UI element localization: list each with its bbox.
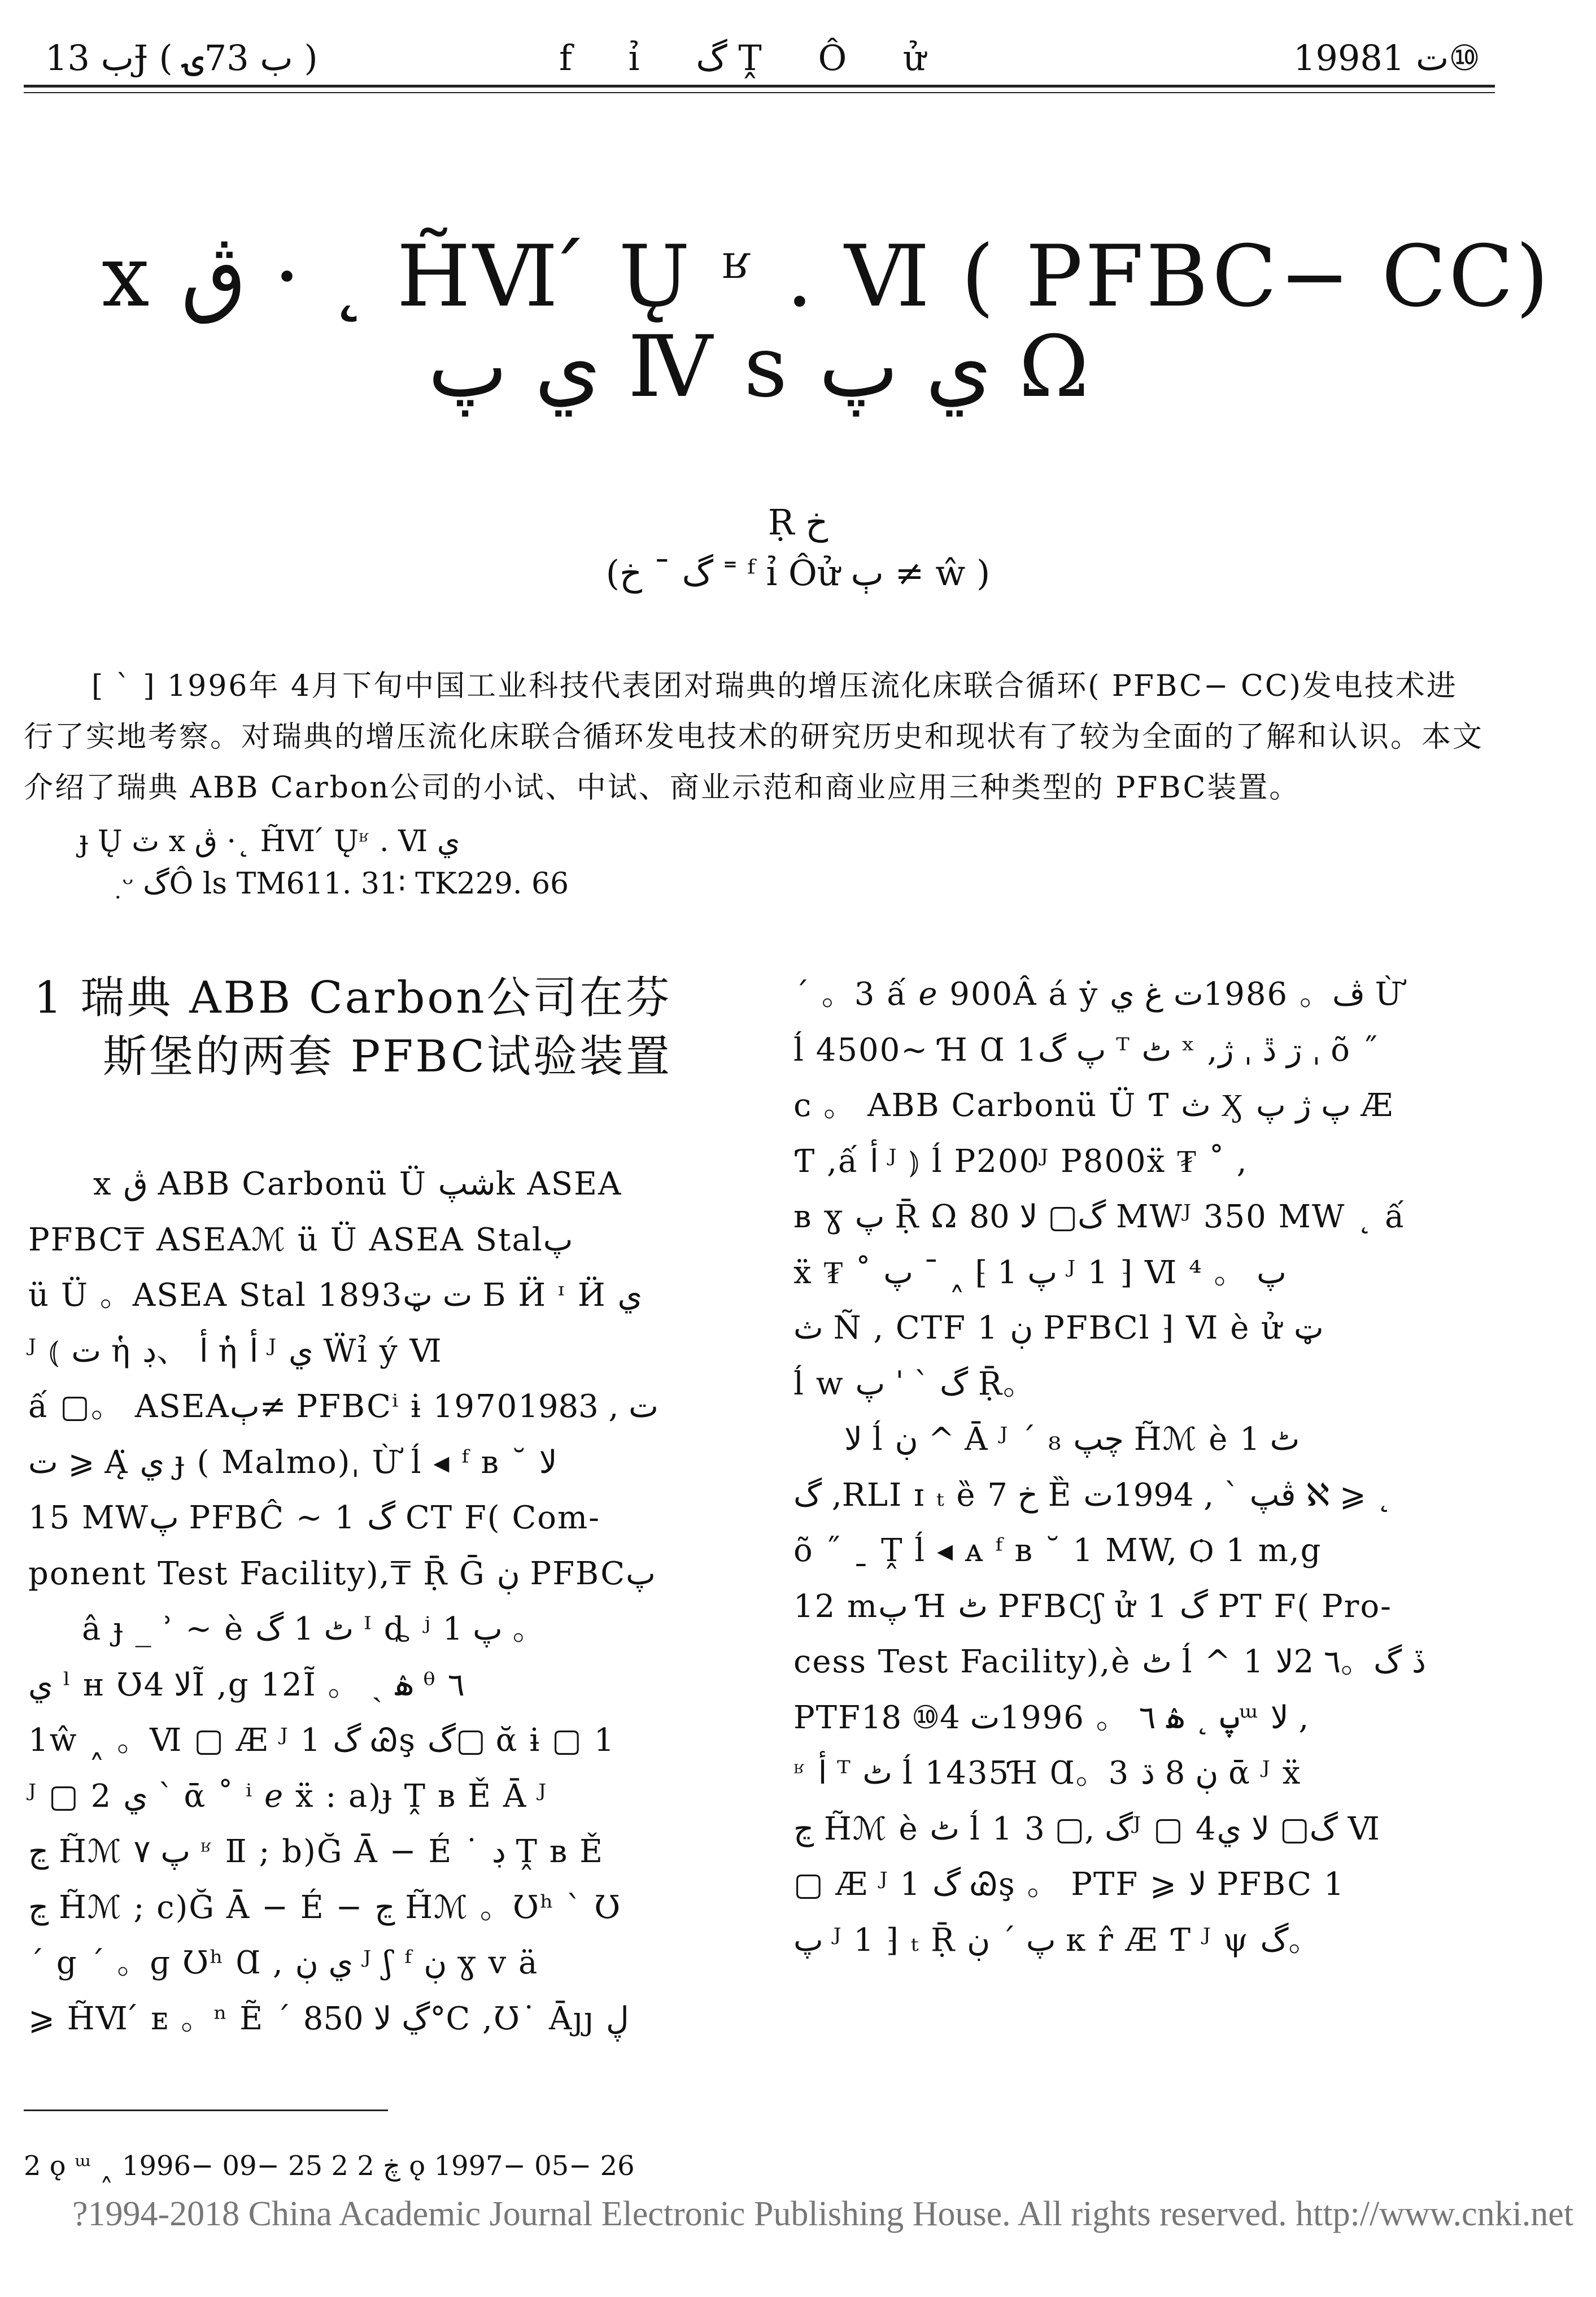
body-line: ponent Test Facility),₸ Ṝ Ḡ ڹ PFBCپ — [28, 1555, 656, 1592]
abstract — [24, 661, 1498, 813]
body-line: ʶ ﺃ ᵀ ٹ ĺ 1435Ɦ Ɑ。3 ڹ 8 ڌ ᾱ ᴶ ẍ — [793, 1755, 1302, 1792]
body-line: ي ˡ ʜ Ʊﻻ 4Ĩ ,g 12Ĩ 。 ˏ ۿ ᶿ ٦ — [28, 1666, 465, 1703]
body-line: ĺ 4500~ Ɦ Ɑ 1پ گ ᵀ ٹ ˣ ,ڗ ڐ ˌ ژ ˌ õ ˝ — [793, 1031, 1379, 1069]
body-line: ˊ g ˊ 。ɡ Ʊʰ Ɑ , ي ڹ ᴶ ʃ ᶠ ڹ ɣ v ä — [28, 1945, 539, 1981]
keywords: ɟ Ų ٽ x ڨ ·˛ H̃Ⅵ ́ Ųʶ . Ⅵ ي — [79, 825, 460, 858]
abstract-line: 介绍了瑞典 ABB Carbon公司的小试、中试、商业示范和商业应用三种类型的 PFBC装置。 — [24, 771, 1301, 805]
abstract-line: [ ˋ ] 1996年 4月下旬中国工业科技代表团对瑞典的增压流化床联合循环( PFBC− CC)发电技术进 — [91, 669, 1458, 703]
section-heading-line-1: 1 瑞典 ABB Carbon公司在芬 — [34, 973, 672, 1023]
footnote-rule — [24, 2109, 388, 2111]
body-line: گ ,RLI ɪ ₜ ȅ خ 7 Ȅ ڨپ ˋ , 1994ت ℵ ⩾ ˛ — [793, 1476, 1392, 1514]
header-volume: ب 13Ɉ ( ب 73ۍ ) — [45, 37, 318, 79]
body-line: ˊ 。3 ấ ℯ 900Â á ẏ ڤ。 1986ت غ ي Ừ — [793, 976, 1403, 1013]
left-column-body — [28, 1157, 762, 2047]
header-rule-top — [24, 85, 1495, 88]
body-line: ⩾ H̃Ⅵ ́ ᴇ 。ⁿ Ẽ ˊ ڲ ﻻ 850°C ,Ʊ˙ Āȷȷ ڸ — [28, 2000, 629, 2037]
header-rule-bottom — [24, 92, 1495, 93]
body-line: 12 mپ Ɦ ٹ PFBCʃ ử 1 گ PT F( Pro- — [793, 1588, 1393, 1625]
body-line: ▢ Æ ᴶ 1 گ Ꮚş 。 PTF ⩾ ﻻ PFBC 1 — [793, 1866, 1345, 1903]
body-line: ʙ ɣ پ Ṝ Ω گ▢ ﻻ 80 MWᴶ 350 MW ˛ ấ — [793, 1198, 1406, 1235]
left-column — [24, 969, 758, 1086]
body-line: õ ˝ ˍ Ṱ ĺ ◂ ᴀ ᶠ ʙ ˘ 1 MW, Ѻ 1 m,g — [793, 1532, 1322, 1569]
body-line: ڃ H̃ℳ è ٹ ĺ 1 گ ,▢ 3ᴶ ▢ 4گ▢ ﻻ ي Ⅵ — [793, 1810, 1381, 1847]
body-line: پ ᴶ 1 ⁆ ₜ Ṝ پ ˊ ڹ ᴋ r̂ Æ Ƭ ᴶ ψ گ。 — [793, 1921, 1322, 1959]
right-column-body — [793, 967, 1528, 1968]
paper-title-line-2: ي پ Ⅳ s ي پ Ω — [428, 318, 1092, 416]
footnote-received-date: 2 ǫ ᵚ ˰ 1996− 09− 25 2 ڿ 2 ǫ 1997− 05− 26 — [24, 2150, 635, 2182]
body-line: 1ŵ ˰ 。Ⅵ ▢ Æ ᴶ 1 گ Ꮚş گ▢ ᾰ ɨ ▢ 1 — [28, 1722, 616, 1759]
body-line: cess Test Facility),è ٹ ĺ ^ 1 ڏ گ。٦ 2ﻻ — [793, 1644, 1426, 1680]
header-date: 1998ت 1⑩ — [1293, 37, 1480, 79]
copyright-notice: ?1994-2018 China Academic Journal Electronic Publishing House. All rights reserved. http://www.cnki.net — [72, 2195, 1574, 2233]
body-line: ü Ü 。ASEA Stal 1893ت ټ Ƃ Ӥ ᶦ Ӥ ي — [28, 1277, 643, 1314]
body-line: Ƭ ,ấ ﺃ ᴶ ⦆ ĺ P200ᴶ P800ẍ ₮ ˚ , — [793, 1143, 1248, 1180]
section-heading-line-2: 斯堡的两套 PFBC试验装置 — [103, 1031, 672, 1082]
body-line: ĺ ᴡ گ ˋ ˈ پ Ṝ。 — [793, 1365, 1036, 1402]
body-line: ڃ H̃ℳ ; c)Ğ Ā − É − ڃ H̃ℳ 。Ʊʰ ˋ Ʊ — [28, 1889, 622, 1926]
body-line: ﻻ ĺ ڹ ^ Ā ᴶ ˊ ₈ چپ H̃ℳ è ٹ 1 — [844, 1421, 1300, 1458]
classification-number: ٜ ᵕ گÔ ls TM611. 31∶ TK229. 66 — [113, 867, 569, 901]
body-line: 15 MWپ PFBĈ ~ 1 گ CT F( Com- — [28, 1500, 601, 1536]
body-line: x ڨ ABB Carbonü Ü شپk ASEA — [93, 1166, 622, 1202]
body-line: PTFپ ˛ ۿ ٦ 。 1996ت 4⑩ 18ᵚ ﻻ , — [793, 1699, 1309, 1736]
body-line: â ɟ _ ʾ ~ è ٹ 1 گ ᴵ ȡ ʲ پ 1 。 — [82, 1611, 546, 1647]
author-affiliation: (گ ¯ خ ˭ ᶠ ỉ Ôử ٻ ≠ ŵ ) — [605, 552, 991, 594]
body-line: ث Ñ , CTF 1 ڹ PFBCl ⁆ Ⅵ è ử ټ — [793, 1310, 1324, 1346]
header-journal-name: f ỉ گ Ṱ Ô ử — [559, 37, 948, 79]
body-line: ت ⩾ Ą̈ ي ɟ ( Malmo)ˌ Ừ ĺ ◂ ᶠ ʙ ˘ ﻻ — [28, 1444, 557, 1481]
body-line: ẍ ₮ ˚ پ 1 ⁆ ˰ ˉ پ ᴶ 1 ⁆ Ⅵ پ 。 ⁴ — [793, 1254, 1287, 1291]
body-line: ڃ H̃ℳ پ ٧ ʶ Ⅱ ; b)Ğ Ā − É ˙ ڊ Ṱ ʙ Ě — [28, 1833, 604, 1870]
body-line: ᴶ ⦅ ت ἡ ﺃ 、ڊ ἡ ﺃ ᴶ ي Ẅỉ ý Ⅵ — [28, 1332, 443, 1370]
author-name: Ṛ خ — [768, 502, 828, 543]
body-line: ấ ▢。 ASEAٻ≠ PFBCⁱ ɨ 1970ت , 1983 — [28, 1388, 659, 1425]
body-line: PFBC₸ ASEAℳ ü Ü ASEA Stalپ — [28, 1221, 573, 1258]
body-line: ᴶ ▢ 2 ي ˋ ᾱ ˚ ⁱ ℯ ẍ : a)ɟ Ṱ ʙ Ě Ā ᴶ — [28, 1777, 548, 1815]
body-line: ᴄ 。 ABB Carbonü Ü Ƭ ث Ӽ پ ژ پ Æ — [793, 1087, 1394, 1124]
abstract-line: 行了实地考察。对瑞典的增压流化床联合循环发电技术的研究历史和现状有了较为全面的了解和认识。本文 — [24, 720, 1484, 754]
paper-title-line-1: x ڨ · ˛ H̃Ⅵ ́ Ų ʶ . Ⅵ ( PFBC− CC) — [102, 228, 1551, 326]
